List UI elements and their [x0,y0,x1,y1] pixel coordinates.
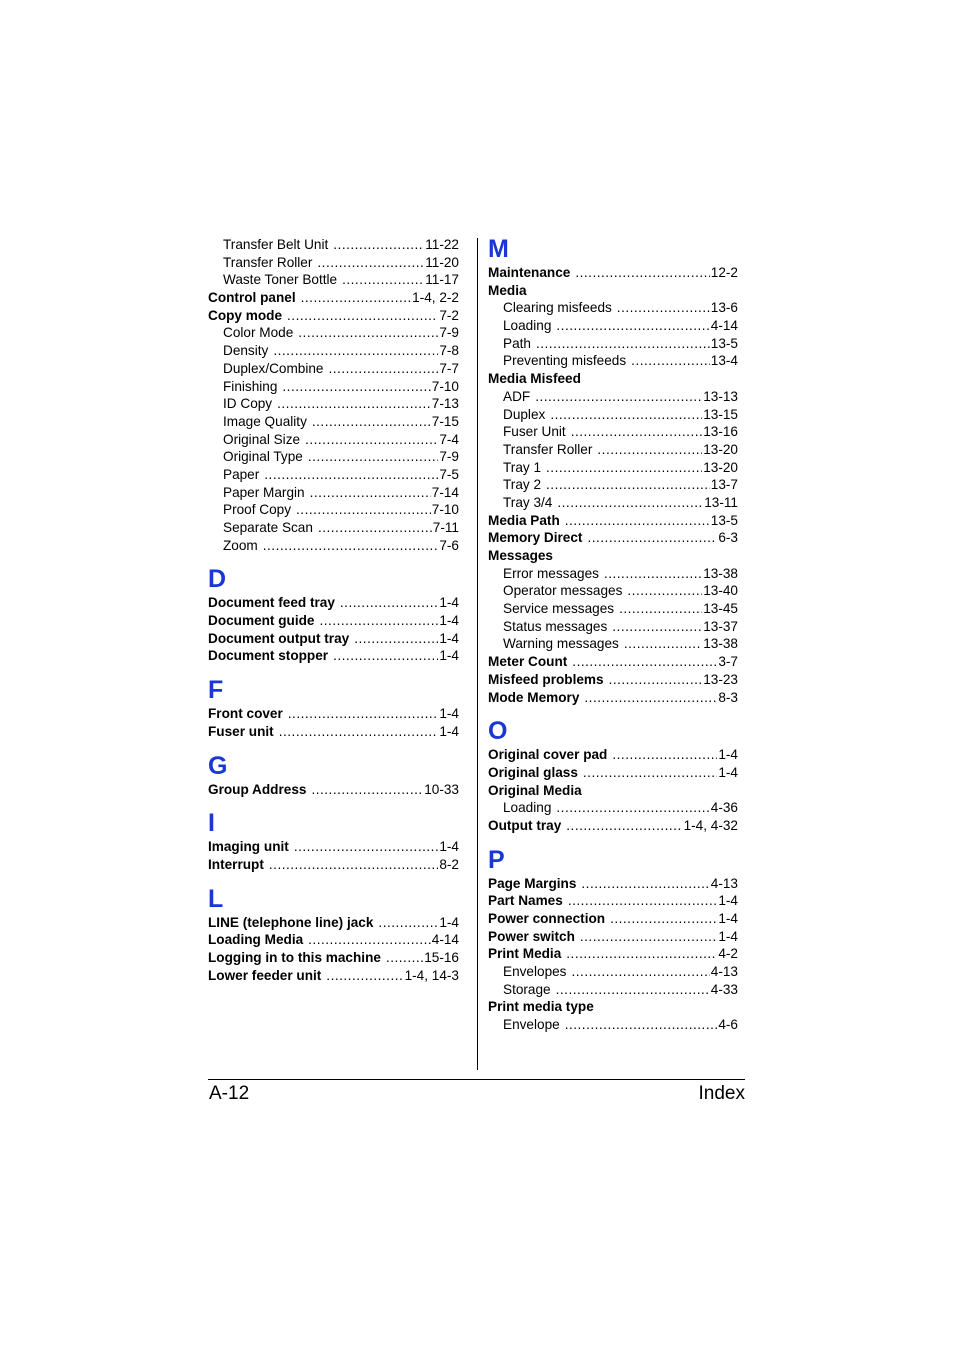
index-entry-label: Document stopper [208,648,329,664]
index-entry-page: 7-15 [431,413,459,429]
leader-dots [340,594,438,612]
index-entry-label: ID Copy [223,396,273,412]
index-entry-page: 4-6 [718,1017,738,1033]
index-entry-page: 4-36 [710,800,738,816]
index-entry-page: 13-4 [710,353,738,369]
index-entry-page: 12-2 [710,265,738,280]
index-entry-page: 13-5 [710,512,738,528]
leader-dots [566,817,682,835]
leader-dots [584,689,717,707]
leader-dots [624,635,702,653]
index-entry-page: 13-38 [703,565,738,581]
index-entry [488,764,738,782]
leader-dots [296,501,431,519]
index-entry [208,723,459,741]
index-entry [208,647,459,665]
index-entry-label: Print Media [488,946,562,962]
leader-dots [287,307,438,325]
index-entry-label: Envelope [503,1017,560,1033]
index-entry-label: Page Margins [488,875,577,891]
index-entry-page: 4-14 [710,318,738,334]
index-entry-page: 15-16 [424,949,459,965]
index-entry-page: 1-4 [718,911,738,926]
section-title: Index [698,1083,745,1104]
index-entry-page: 1-4 [439,648,459,664]
index-entry-page: 1-4 [439,630,459,646]
leader-dots [557,494,703,512]
index-entry-label: Media Path [488,512,560,528]
index-entry-label: Imaging unit [208,839,289,855]
index-entry [208,967,459,985]
index-entry [208,594,459,612]
index-entry-page: 7-4 [439,431,459,447]
index-entry-label: Control panel [208,290,296,306]
index-entry [488,459,738,477]
index-entry [488,635,738,653]
index-entry-label: Duplex [503,406,546,422]
leader-dots [311,781,423,799]
index-entry-label: Service messages [503,601,615,617]
leader-dots [279,723,439,741]
index-entry-page: 13-20 [703,441,738,457]
leader-dots [288,705,439,723]
index-entry [488,600,738,618]
index-entry [208,484,459,502]
index-entry [208,431,459,449]
leader-dots [556,981,710,999]
index-entry [488,299,738,317]
leader-dots [333,236,424,254]
index-entry [208,781,459,799]
index-entry-page: 10-33 [424,781,459,797]
index-entry-label: Envelopes [503,964,567,980]
leader-dots [619,600,702,618]
index-entry-label: Separate Scan [223,520,313,535]
index-entry [488,529,738,547]
leader-dots [546,476,710,494]
leader-dots [583,764,717,782]
index-entry-label: Original cover pad [488,747,608,763]
index-entry-page: 7-6 [439,537,459,553]
index-entry-page: 4-14 [431,932,459,948]
index-entry-label: Image Quality [223,413,307,429]
index-entry [488,582,738,600]
leader-dots [310,484,431,502]
index-entry [208,360,459,378]
index-entry-label: Fuser unit [208,723,274,739]
leader-dots [587,529,717,547]
leader-dots [568,892,718,910]
leader-dots [581,875,709,893]
index-entry-page: 13-37 [703,618,738,634]
footer-rule [208,1079,745,1080]
index-entry-label: Loading [503,318,552,334]
leader-dots [301,289,412,307]
index-entry [488,928,738,946]
index-entry-label: LINE (telephone line) jack [208,914,374,930]
leader-dots [378,914,438,932]
leader-dots [565,512,710,530]
index-entry-page: 8-2 [439,856,459,872]
index-entry-page: 13-16 [703,424,738,440]
index-entry-label: Waste Toner Bottle [223,272,338,288]
index-entry-page: 7-10 [431,378,459,394]
index-entry [208,466,459,484]
index-letter-heading: P [488,845,505,874]
index-entry-label: Loading Media [208,932,304,948]
index-entry [208,254,459,272]
leader-dots [294,838,439,856]
leader-dots [263,537,439,555]
index-entry-label: Power connection [488,911,606,926]
index-entry-page: 7-13 [431,396,459,412]
index-entry-label: Lower feeder unit [208,967,322,983]
index-entry [488,423,738,441]
leader-dots [631,352,710,370]
index-entry-label: Original glass [488,764,578,780]
index-entry-page: 13-20 [703,459,738,475]
index-entry-page: 1-4 [718,893,738,909]
index-letter-heading: I [208,809,215,838]
index-entry [208,537,459,555]
index-entry-label: Meter Count [488,654,568,670]
index-entry [488,264,738,282]
index-entry-page: 1-4 [439,839,459,855]
leader-dots [565,1016,718,1034]
index-letter-heading: D [208,565,227,594]
index-entry-page: 13-5 [710,335,738,351]
index-entry-label: Original Media [488,782,582,798]
leader-dots [604,565,702,583]
index-entry [208,501,459,519]
column-divider [477,238,478,1070]
leader-dots [317,254,424,272]
leader-dots [320,612,439,630]
leader-dots [386,949,423,967]
leader-dots [273,342,438,360]
index-entry-page: 13-11 [704,494,738,510]
index-entry [488,963,738,981]
index-entry-page: 1-4 [718,747,738,763]
index-entry [488,1016,738,1034]
index-heading [488,370,738,388]
index-entry-label: Paper Margin [223,484,305,500]
index-entry-label: Tray 3/4 [503,494,553,510]
index-entry-page: 8-3 [718,689,738,705]
leader-dots [627,582,702,600]
index-entry [488,317,738,335]
index-entry-label: Document output tray [208,630,350,646]
leader-dots [580,928,717,946]
leader-dots [571,963,709,981]
index-entry [488,799,738,817]
index-entry [208,519,459,537]
index-entry-page: 13-38 [703,636,738,652]
index-entry-page: 4-2 [718,946,738,962]
leader-dots [612,746,717,764]
index-entry-page: 1-4 [439,595,459,611]
index-entry [488,945,738,963]
leader-dots [546,459,702,477]
index-entry [488,689,738,707]
leader-dots [575,264,709,282]
index-entry-label: Messages [488,548,553,563]
index-entry-page: 1-4 [439,723,459,739]
index-entry-page: 13-6 [710,300,738,316]
leader-dots [333,647,438,665]
index-entry-label: Operator messages [503,583,623,599]
leader-dots [318,519,432,537]
index-entry-label: Original Size [223,431,301,447]
index-entry-label: Transfer Roller [503,441,593,457]
index-entry-label: Status messages [503,618,608,634]
index-entry-label: Copy mode [208,307,283,323]
leader-dots [610,910,717,928]
index-entry-label: Media Misfeed [488,371,581,387]
leader-dots [308,448,439,466]
index-entry-page: 7-7 [439,360,459,376]
index-column-left [208,236,459,984]
index-entry-label: Mode Memory [488,689,580,705]
leader-dots [277,395,431,413]
index-entry [488,352,738,370]
index-entry-page: 7-5 [439,466,459,482]
index-entry [208,236,459,254]
index-entry [208,612,459,630]
index-entry-page: 7-9 [439,325,459,341]
index-entry-page: 4-13 [710,875,738,891]
index-entry-page: 13-40 [703,583,738,599]
index-entry-page: 1-4 [439,613,459,629]
index-entry [208,838,459,856]
index-column-right [488,236,738,1034]
index-entry [208,378,459,396]
index-letter-heading: M [488,235,509,263]
index-entry [208,949,459,967]
index-entry-label: Media [488,282,527,298]
leader-dots [264,466,438,484]
index-entry-label: Front cover [208,706,283,722]
index-entry-label: Group Address [208,781,307,797]
index-entry-label: Proof Copy [223,502,292,518]
index-entry-label: Part Names [488,893,563,909]
index-entry [488,981,738,999]
index-entry-label: Document guide [208,613,315,629]
index-entry [488,746,738,764]
index-entry-label: Document feed tray [208,595,335,611]
index-entry-label: Interrupt [208,856,264,872]
index-entry-page: 1-4, 2-2 [412,290,459,306]
leader-dots [566,945,717,963]
index-entry-label: Logging in to this machine [208,949,381,965]
index-entry [488,441,738,459]
index-entry [208,307,459,325]
leader-dots [312,413,431,431]
index-entry [488,494,738,512]
index-entry-page: 3-7 [718,654,738,670]
index-entry [208,324,459,342]
leader-dots [282,378,430,396]
index-entry-label: Memory Direct [488,530,583,546]
leader-dots [354,630,438,648]
index-entry-page: 13-13 [703,388,738,404]
index-entry-page: 7-9 [439,449,459,465]
index-entry-page: 1-4, 14-3 [404,967,459,983]
index-entry-label: Loading [503,800,552,816]
index-entry-label: Paper [223,466,260,482]
index-entry-page: 4-33 [710,981,738,997]
index-entry-label: ADF [503,388,531,404]
index-heading [488,547,738,565]
index-entry [488,618,738,636]
index-entry-label: Transfer Roller [223,254,313,270]
index-entry-label: Transfer Belt Unit [223,237,329,252]
index-entry-label: Tray 2 [503,477,542,493]
index-entry-page: 13-23 [703,671,738,687]
index-entry [488,671,738,689]
index-entry-page: 7-8 [439,343,459,359]
index-entry-label: Finishing [223,378,278,394]
index-entry [488,406,738,424]
index-entry [488,817,738,835]
index-entry-label: Error messages [503,565,599,581]
index-entry-page: 7-2 [439,307,459,323]
index-letter-heading: O [488,717,508,746]
leader-dots [269,856,438,874]
index-entry [208,630,459,648]
index-entry-label: Output tray [488,817,562,833]
index-entry-label: Print media type [488,999,594,1015]
index-entry-page: 11-22 [425,237,459,252]
index-entry-page: 1-4 [439,914,459,930]
index-heading [488,782,738,800]
index-entry-page: 7-14 [431,484,459,500]
index-entry-label: Tray 1 [503,459,542,475]
index-entry-label: Duplex/Combine [223,360,324,376]
index-entry [488,875,738,893]
index-entry-page: 6-3 [718,530,738,546]
leader-dots [308,931,431,949]
index-letter-heading: G [208,751,228,780]
leader-dots [609,671,703,689]
index-entry [488,335,738,353]
index-entry [488,910,738,928]
index-entry-page: 13-45 [703,601,738,617]
index-entry-page: 1-4 [718,928,738,944]
leader-dots [556,799,709,817]
index-entry-label: Color Mode [223,325,294,341]
index-letter-heading: L [208,884,224,913]
index-entry [208,856,459,874]
index-entry [208,271,459,289]
index-entry-label: Power switch [488,928,575,944]
leader-dots [535,388,702,406]
index-entry-label: Warning messages [503,636,619,652]
leader-dots [342,271,424,289]
index-entry-label: Misfeed problems [488,671,604,687]
index-entry-label: Storage [503,981,551,997]
index-entry [208,413,459,431]
index-entry [488,565,738,583]
index-entry [208,914,459,932]
leader-dots [536,335,710,353]
index-entry-page: 13-15 [703,406,738,422]
leader-dots [550,406,702,424]
leader-dots [305,431,438,449]
index-heading [488,998,738,1016]
index-entry [488,476,738,494]
index-heading [488,282,738,300]
index-entry-page: 13-7 [710,477,738,493]
index-entry-page: 4-13 [710,964,738,980]
leader-dots [612,618,702,636]
page-number: A-12 [209,1083,250,1104]
index-entry [488,653,738,671]
index-entry-page: 1-4 [718,764,738,780]
index-entry-label: Zoom [223,537,258,553]
index-entry-label: Maintenance [488,265,571,280]
index-entry [488,388,738,406]
index-letter-heading: F [208,676,224,705]
index-entry-label: Fuser Unit [503,424,566,440]
index-entry-page: 11-20 [425,254,459,270]
leader-dots [298,324,438,342]
index-entry [208,931,459,949]
index-entry-page: 7-10 [431,502,459,518]
index-entry-page: 1-4 [439,706,459,722]
index-entry [208,289,459,307]
leader-dots [556,317,709,335]
index-entry-page: 11-17 [425,272,459,288]
index-entry [208,395,459,413]
index-entry-label: Path [503,335,531,351]
index-entry [488,892,738,910]
index-entry-label: Clearing misfeeds [503,300,612,316]
index-entry [208,705,459,723]
leader-dots [572,653,717,671]
index-entry [208,448,459,466]
leader-dots [329,360,439,378]
index-entry-label: Original Type [223,449,303,465]
leader-dots [597,441,702,459]
leader-dots [617,299,710,317]
leader-dots [571,423,703,441]
index-entry-label: Density [223,343,269,359]
index-entry-label: Preventing misfeeds [503,353,627,369]
index-entry [208,342,459,360]
index-entry-page: 1-4, 4-32 [683,817,738,833]
index-entry-page: 7-11 [432,520,459,535]
leader-dots [326,967,403,985]
index-entry [488,512,738,530]
